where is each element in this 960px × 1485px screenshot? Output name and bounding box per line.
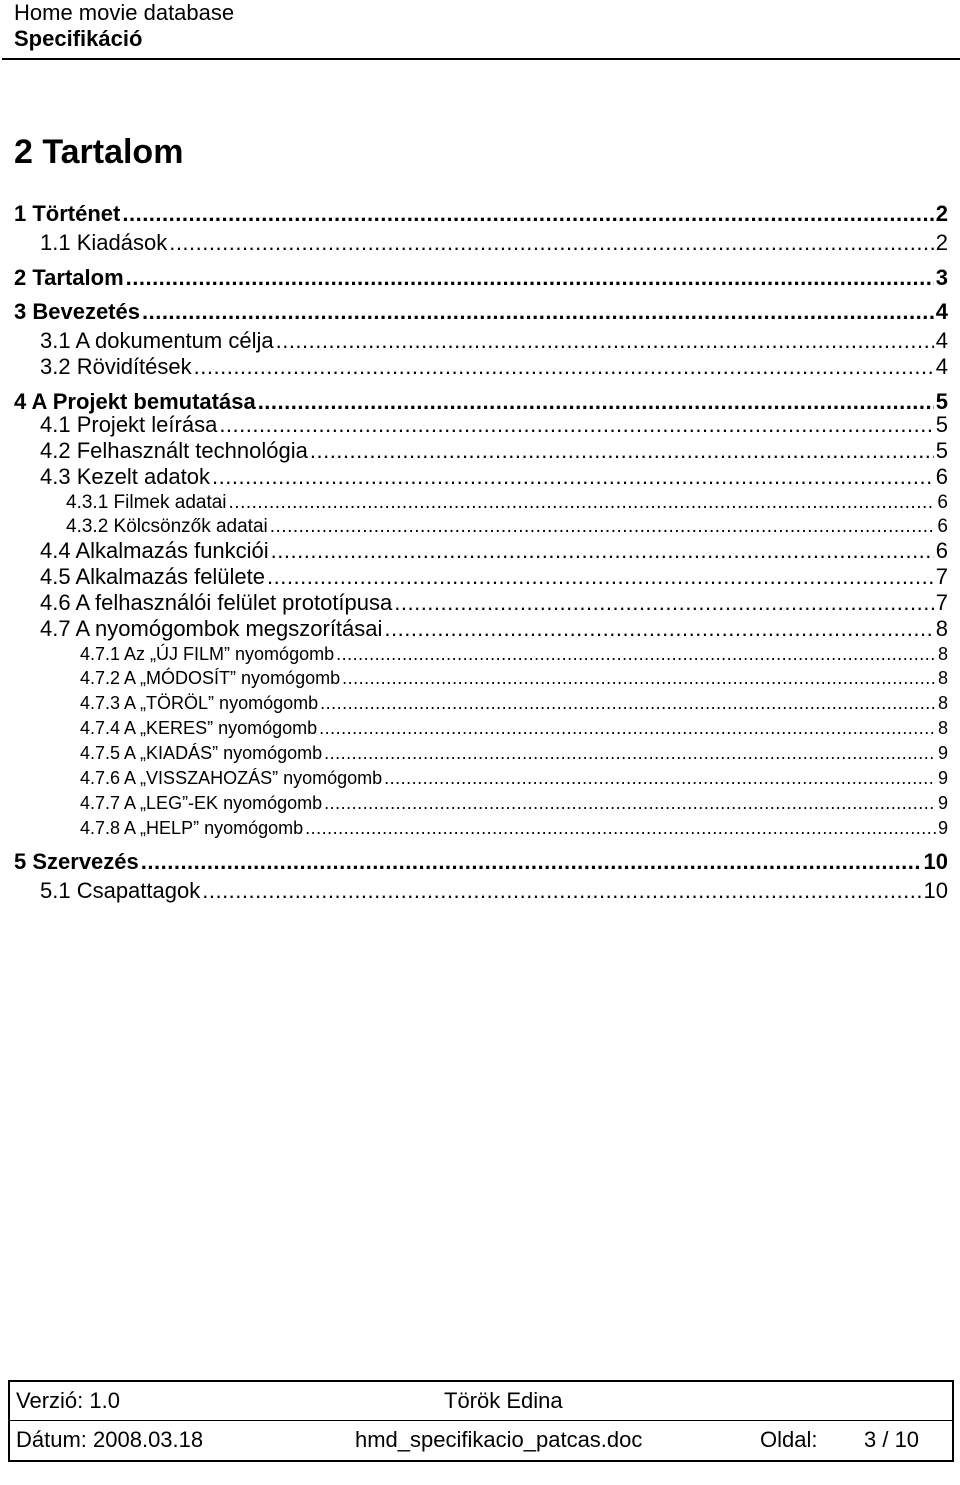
footer-filename: hmd_specifikacio_patcas.doc [355, 1427, 643, 1452]
toc-leader-dots [141, 846, 922, 878]
toc-entry-label: 4.3 Kezelt adatok [40, 464, 211, 489]
toc-leader-dots [202, 878, 921, 904]
footer-page-label: Oldal: [760, 1427, 818, 1452]
toc-entry-page: 6 [935, 464, 948, 489]
toc-entry-page: 8 [937, 644, 948, 664]
toc-entry-page: 6 [935, 538, 948, 563]
toc-leader-dots [342, 666, 936, 691]
toc-entry-label: 1 Történet [14, 201, 121, 226]
toc-entry-page: 4 [935, 328, 948, 353]
toc-leader-dots [336, 642, 936, 667]
toc-entry-page: 10 [923, 878, 948, 903]
toc-entry-label: 4.7.3 A „TÖRÖL” nyomógomb [80, 693, 319, 713]
toc-leader-dots [384, 616, 933, 642]
toc-entry-page: 2 [935, 230, 948, 255]
page-footer [8, 1380, 954, 1462]
toc-heading: 2 Tartalom [14, 133, 184, 171]
toc-leader-dots [324, 741, 936, 766]
header-divider [2, 58, 960, 60]
toc-entry-label: 2 Tartalom [14, 265, 124, 290]
toc-leader-dots [276, 328, 934, 354]
toc-leader-dots [271, 538, 934, 564]
toc-entry[interactable] [80, 816, 948, 841]
toc-entry[interactable] [40, 438, 948, 464]
toc-entry-page: 6 [937, 516, 948, 537]
toc-leader-dots [270, 514, 936, 539]
toc-entry-page: 9 [937, 768, 948, 788]
toc-entry-label: 3 Bevezetés [14, 299, 140, 324]
toc-leader-dots [267, 564, 934, 590]
toc-entry-page: 5 [935, 389, 948, 414]
toc-entry[interactable] [80, 666, 948, 691]
toc-entry-label: 4.7.8 A „HELP” nyomógomb [80, 818, 304, 838]
toc-leader-dots [384, 766, 936, 791]
toc-entry-label: 4.7.4 A „KERES” nyomógomb [80, 718, 318, 738]
toc-entry-label: 5.1 Csapattagok [40, 878, 201, 903]
toc-leader-dots [194, 354, 934, 380]
toc-entry[interactable] [40, 230, 948, 256]
toc-entry-label: 1.1 Kiadások [40, 230, 168, 255]
toc-entry-page: 9 [937, 818, 948, 838]
toc-entry[interactable] [40, 538, 948, 564]
toc-entry[interactable] [40, 616, 948, 642]
toc-leader-dots [126, 262, 934, 294]
toc-entry[interactable] [40, 328, 948, 354]
toc-entry[interactable] [80, 691, 948, 716]
toc-entry[interactable] [14, 198, 948, 230]
toc-entry-page: 9 [937, 743, 948, 763]
footer-page-value: 3 / 10 [864, 1427, 920, 1452]
toc-leader-dots [319, 716, 936, 741]
toc-entry-label: 4.7.6 A „VISSZAHOZÁS” nyomógomb [80, 768, 383, 788]
toc-leader-dots [324, 791, 936, 816]
toc-entry-label: 4.7.7 A „LEG”-EK nyomógomb [80, 793, 323, 813]
toc-entry-page: 8 [937, 668, 948, 688]
footer-author: Török Edina [444, 1388, 563, 1413]
toc-leader-dots [122, 198, 933, 230]
toc-leader-dots [394, 590, 934, 616]
toc-entry-label: 4.7.5 A „KIADÁS” nyomógomb [80, 743, 323, 763]
toc-entry[interactable] [66, 514, 948, 539]
toc-entry-label: 4.7.2 A „MÓDOSÍT” nyomógomb [80, 668, 341, 688]
toc-entry[interactable] [14, 296, 948, 328]
toc-entry[interactable] [14, 262, 948, 294]
toc-entry-label: 4 A Projekt bemutatása [14, 389, 256, 414]
toc-entry-label: 4.1 Projekt leírása [40, 412, 218, 437]
toc-entry-page: 5 [935, 412, 948, 437]
toc-entry[interactable] [80, 642, 948, 667]
toc-entry-page: 5 [935, 438, 948, 463]
toc-leader-dots [142, 296, 934, 328]
toc-entry-page: 7 [935, 590, 948, 615]
toc-entry[interactable] [80, 766, 948, 791]
toc-leader-dots [229, 490, 936, 515]
header-title: Home movie database [14, 0, 235, 25]
toc-entry-label: 4.5 Alkalmazás felülete [40, 564, 266, 589]
toc-entry-page: 2 [935, 201, 948, 226]
toc-leader-dots [219, 412, 933, 438]
toc-leader-dots [310, 438, 934, 464]
toc-entry[interactable] [66, 490, 948, 515]
toc-leader-dots [212, 464, 934, 490]
toc-entry-page: 8 [935, 616, 948, 641]
toc-entry-page: 8 [937, 718, 948, 738]
toc-entry-page: 10 [923, 849, 948, 874]
toc-entry[interactable] [80, 791, 948, 816]
toc-entry-label: 4.7.1 Az „ÚJ FILM” nyomógomb [80, 644, 335, 664]
toc-entry[interactable] [40, 464, 948, 490]
toc-entry-page: 4 [935, 354, 948, 379]
toc-entry-page: 9 [937, 793, 948, 813]
footer-version: Verzió: 1.0 [16, 1388, 120, 1413]
toc-entry[interactable] [40, 412, 948, 438]
toc-entry-label: 4.2 Felhasznált technológia [40, 438, 308, 463]
toc-entry-page: 6 [937, 492, 948, 513]
toc-entry-label: 4.3.1 Filmek adatai [66, 492, 227, 513]
toc-leader-dots [320, 691, 936, 716]
toc-leader-dots [169, 230, 934, 256]
toc-entry-label: 4.3.2 Kölcsönzők adatai [66, 516, 268, 537]
toc-entry-page: 7 [935, 564, 948, 589]
toc-entry[interactable] [40, 878, 948, 904]
toc-entry[interactable] [80, 741, 948, 766]
toc-entry[interactable] [14, 846, 948, 878]
toc-entry-label: 4.6 A felhasználói felület prototípusa [40, 590, 393, 615]
toc-entry[interactable] [40, 354, 948, 380]
toc-entry-page: 8 [937, 693, 948, 713]
toc-entry-label: 3.1 A dokumentum célja [40, 328, 274, 353]
page-header [14, 0, 958, 52]
toc-entry-page: 3 [935, 265, 948, 290]
footer-date: Dátum: 2008.03.18 [16, 1427, 204, 1452]
toc-entry[interactable] [40, 564, 948, 590]
toc-entry-label: 4.7 A nyomógombok megszorításai [40, 616, 383, 641]
toc-leader-dots [305, 816, 936, 841]
footer-divider [10, 1420, 952, 1421]
toc-entry-page: 4 [935, 299, 948, 324]
header-subtitle: Specifikáció [14, 26, 143, 51]
toc-entry-label: 3.2 Rövidítések [40, 354, 192, 379]
toc-entry-label: 4.4 Alkalmazás funkciói [40, 538, 269, 563]
toc-entry[interactable] [40, 590, 948, 616]
toc-entry-label: 5 Szervezés [14, 849, 139, 874]
toc-entry[interactable] [80, 716, 948, 741]
